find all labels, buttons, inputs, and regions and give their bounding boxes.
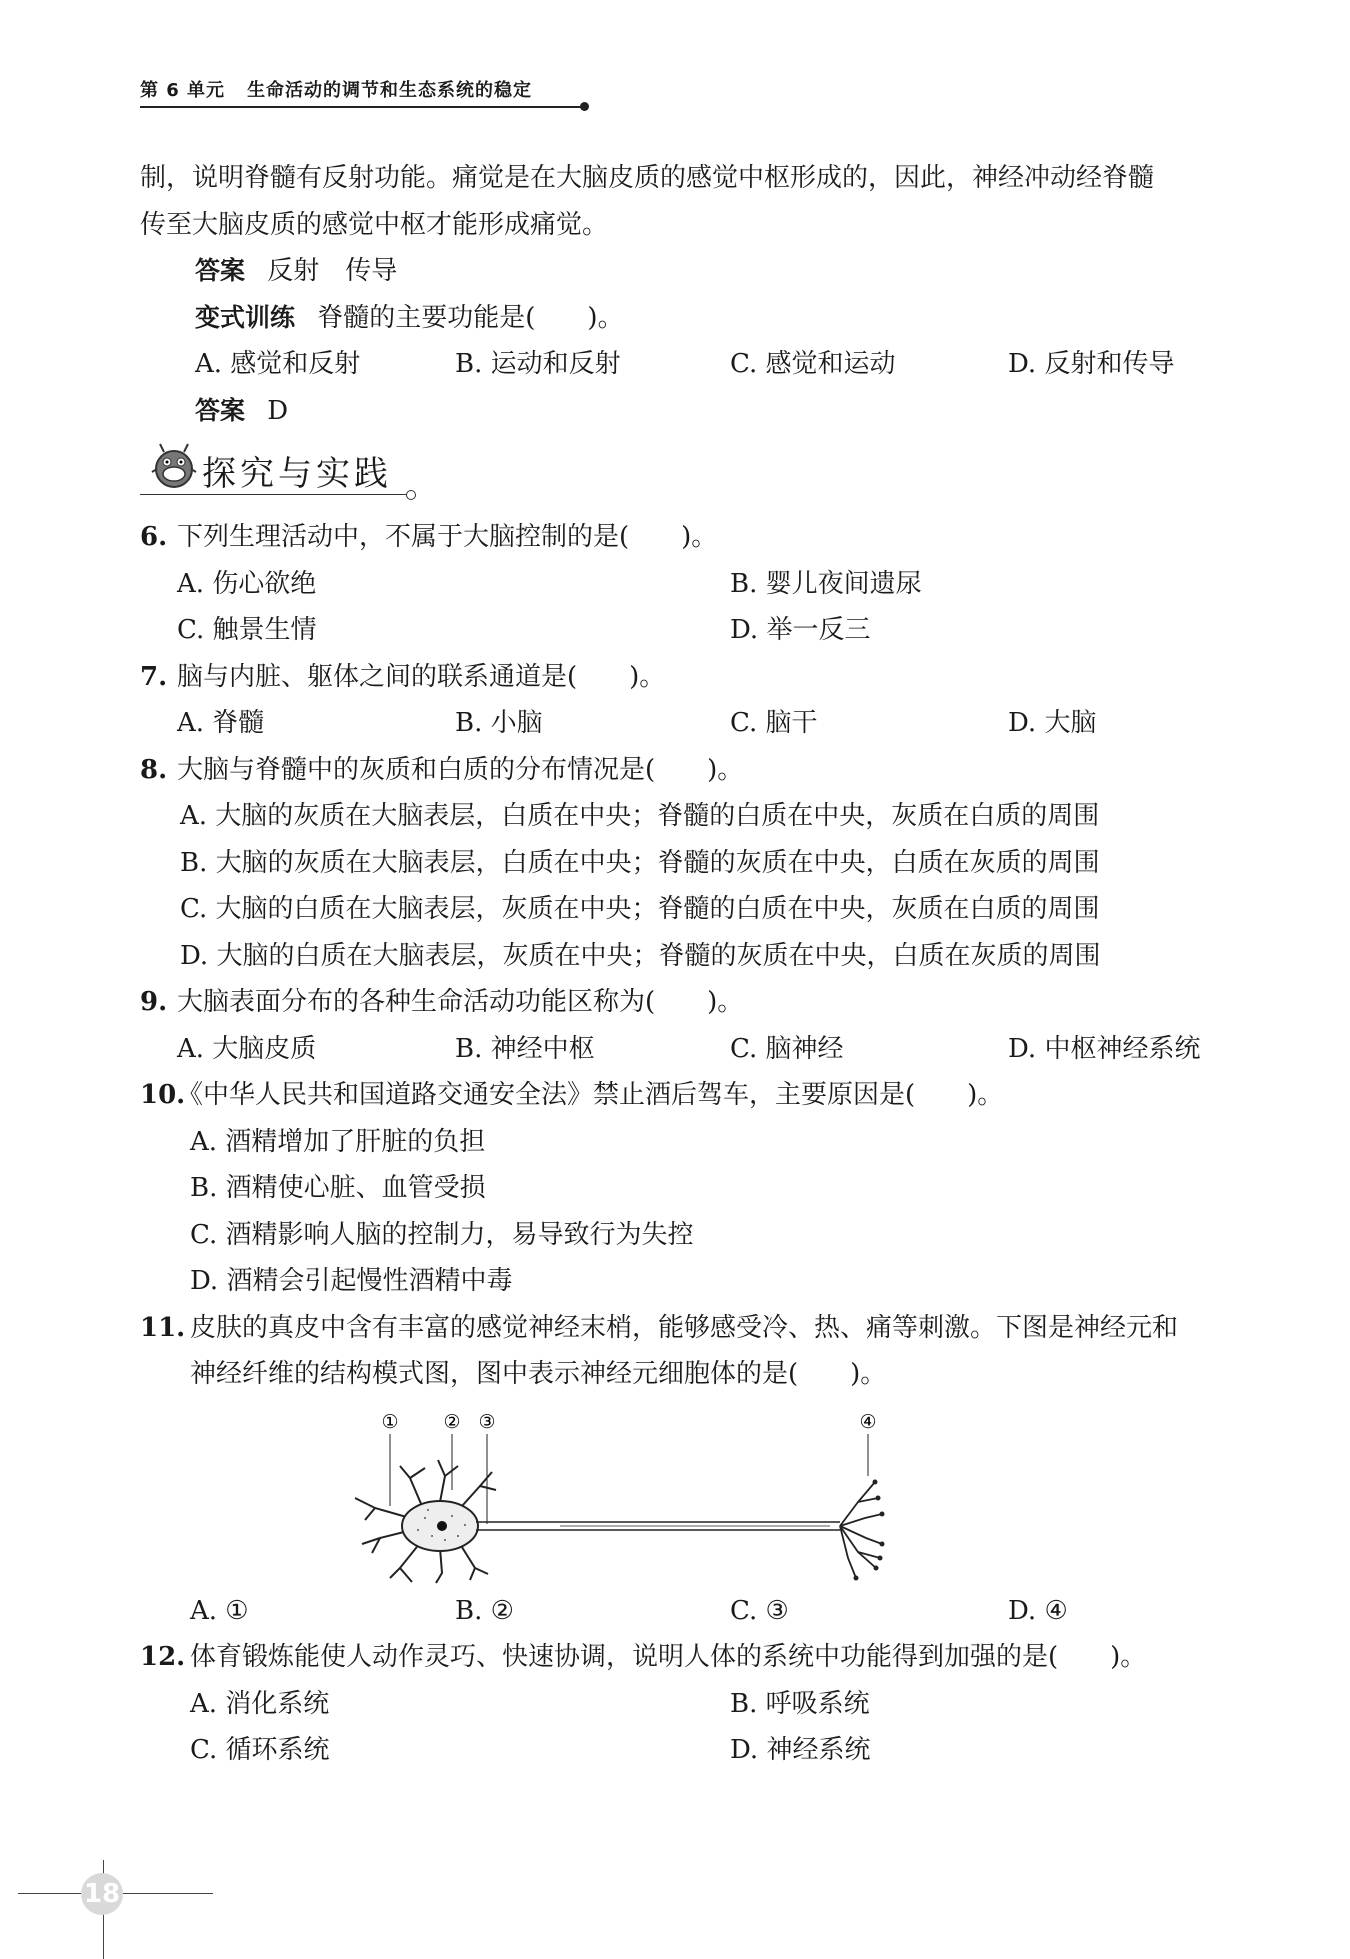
q6-option-a: A. 伤心欲绝	[177, 568, 317, 599]
question-text: 体育锻炼能使人动作灵巧、快速协调，说明人体的系统中功能得到加强的是( )。	[190, 1642, 1147, 1672]
figure-label-3: ③	[478, 1410, 496, 1433]
axon	[476, 1522, 840, 1530]
q11-option-c: C. ③	[730, 1595, 789, 1626]
variant-options	[140, 341, 1225, 388]
header-rule	[140, 106, 585, 108]
variant-option-b: B. 运动和反射	[455, 349, 621, 379]
answer-value: D	[267, 395, 289, 426]
section-heading	[140, 434, 1225, 514]
question-number: 7.	[140, 661, 168, 692]
question-text: 下列生理活动中，不属于大脑控制的是( )。	[177, 522, 718, 552]
header-rule-dot	[580, 102, 589, 111]
q9-option-a: A. 大脑皮质	[177, 1033, 317, 1064]
variant-question	[140, 295, 1225, 342]
neuron-diagram	[140, 1398, 1225, 1588]
figure-label-1: ①	[381, 1410, 399, 1433]
q7-options	[140, 700, 1225, 747]
variant-label: 变式训练	[195, 302, 296, 332]
q6-options-row-1	[140, 561, 1225, 608]
question-number: 10.	[140, 1080, 186, 1110]
q11-options	[140, 1588, 1225, 1635]
q8-option-b: B. 大脑的灰质在大脑表层，白质在中央；脊髓的灰质在中央，白质在灰质的周围	[180, 847, 1100, 878]
answer-label: 答案	[195, 256, 246, 285]
intro-line-1: 制，说明脊髓有反射功能。痛觉是在大脑皮质的感觉中枢形成的，因此，神经冲动经脊髓	[140, 163, 1155, 193]
figure-label-2: ②	[443, 1410, 461, 1433]
q7-option-c: C. 脑干	[730, 708, 818, 738]
q8-option-d: D. 大脑的白质在大脑表层，灰质在中央；脊髓的灰质在中央，白质在灰质的周围	[180, 940, 1101, 971]
q6-options-row-2	[140, 607, 1225, 654]
q12-option-a: A. 消化系统	[190, 1688, 330, 1719]
page-number: 18	[81, 1873, 123, 1915]
q11-option-a: A. ①	[190, 1595, 249, 1626]
terminal-knobs	[854, 1479, 885, 1580]
figure-label-4: ④	[859, 1410, 877, 1433]
question-10	[140, 1072, 1225, 1119]
question-9	[140, 979, 1225, 1026]
question-8	[140, 747, 1225, 794]
q7-option-b: B. 小脑	[455, 708, 543, 738]
question-11	[140, 1305, 1225, 1352]
q6-option-b: B. 婴儿夜间遗尿	[730, 568, 922, 599]
q12-option-d: D. 神经系统	[730, 1735, 871, 1765]
q7-option-d: D. 大脑	[1008, 708, 1097, 738]
nucleus	[437, 1521, 447, 1531]
q12-option-c: C. 循环系统	[190, 1735, 330, 1765]
variant-text: 脊髓的主要功能是( )。	[317, 302, 624, 333]
question-number: 12.	[140, 1642, 186, 1672]
page-content	[140, 155, 1225, 1774]
q11-option-b: B. ②	[455, 1595, 514, 1626]
answer-value: 反射 传导	[267, 256, 398, 286]
variant-option-c: C. 感觉和运动	[730, 349, 896, 379]
section-rule-end	[406, 490, 416, 500]
q6-option-c: C. 触景生情	[177, 615, 317, 645]
q10-option-c: C. 酒精影响人脑的控制力，易导致行为失控	[190, 1219, 694, 1250]
section-rule	[140, 494, 410, 495]
question-11-line-2: 神经纤维的结构模式图，图中表示神经元细胞体的是( )。	[190, 1359, 887, 1389]
answer-1	[140, 248, 1225, 295]
question-12	[140, 1634, 1225, 1681]
q8-option-c: C. 大脑的白质在大脑表层，灰质在中央；脊髓的白质在中央，灰质在白质的周围	[180, 894, 1100, 924]
answer-label: 答案	[195, 395, 246, 425]
q6-option-d: D. 举一反三	[730, 615, 871, 645]
question-text: 脑与内脏、躯体之间的联系通道是( )。	[177, 661, 666, 692]
question-text: 《中华人民共和国道路交通安全法》禁止酒后驾车，主要原因是( )。	[177, 1080, 1004, 1110]
unit-label: 第 6 单元	[140, 80, 226, 101]
section-title: 探究与实践	[202, 454, 392, 494]
question-text: 大脑表面分布的各种生命活动功能区称为( )。	[177, 987, 744, 1017]
question-number: 6.	[140, 522, 168, 552]
question-text: 皮肤的真皮中含有丰富的感觉神经末梢，能够感受冷、热、痛等刺激。下图是神经元和	[190, 1312, 1179, 1343]
q8-option-a: A. 大脑的灰质在大脑表层，白质在中央；脊髓的白质在中央，灰质在白质的周围	[180, 801, 1100, 831]
intro-line-2: 传至大脑皮质的感觉中枢才能形成痛觉。	[140, 209, 609, 240]
unit-title: 生命活动的调节和生态系统的稳定	[247, 80, 533, 101]
neuron-figure	[140, 1398, 1225, 1588]
q9-option-b: B. 神经中枢	[455, 1033, 595, 1064]
q12-options-row-2	[140, 1727, 1225, 1774]
q10-option-d: D. 酒精会引起慢性酒精中毒	[190, 1266, 513, 1296]
page-header	[140, 76, 532, 102]
q10-option-a: A. 酒精增加了肝脏的负担	[190, 1126, 486, 1157]
question-number: 8.	[140, 754, 168, 785]
variant-option-a: A. 感觉和反射	[195, 349, 361, 379]
axon-terminals	[840, 1482, 882, 1578]
variant-option-d: D. 反射和传导	[1008, 349, 1175, 379]
q12-option-b: B. 呼吸系统	[730, 1688, 870, 1719]
question-7	[140, 654, 1225, 701]
question-6	[140, 514, 1225, 561]
q11-option-d: D. ④	[1008, 1595, 1068, 1626]
q9-options	[140, 1026, 1225, 1073]
question-number: 9.	[140, 987, 168, 1017]
q12-options-row-1	[140, 1681, 1225, 1728]
question-text: 大脑与脊髓中的灰质和白质的分布情况是( )。	[177, 754, 744, 785]
q10-option-b: B. 酒精使心脏、血管受损	[190, 1173, 486, 1203]
answer-2	[140, 388, 1225, 435]
question-number: 11.	[140, 1312, 186, 1343]
mascot-icon	[148, 442, 200, 492]
q9-option-d: D. 中枢神经系统	[1008, 1033, 1201, 1064]
q9-option-c: C. 脑神经	[730, 1033, 844, 1064]
q7-option-a: A. 脊髓	[177, 708, 265, 738]
